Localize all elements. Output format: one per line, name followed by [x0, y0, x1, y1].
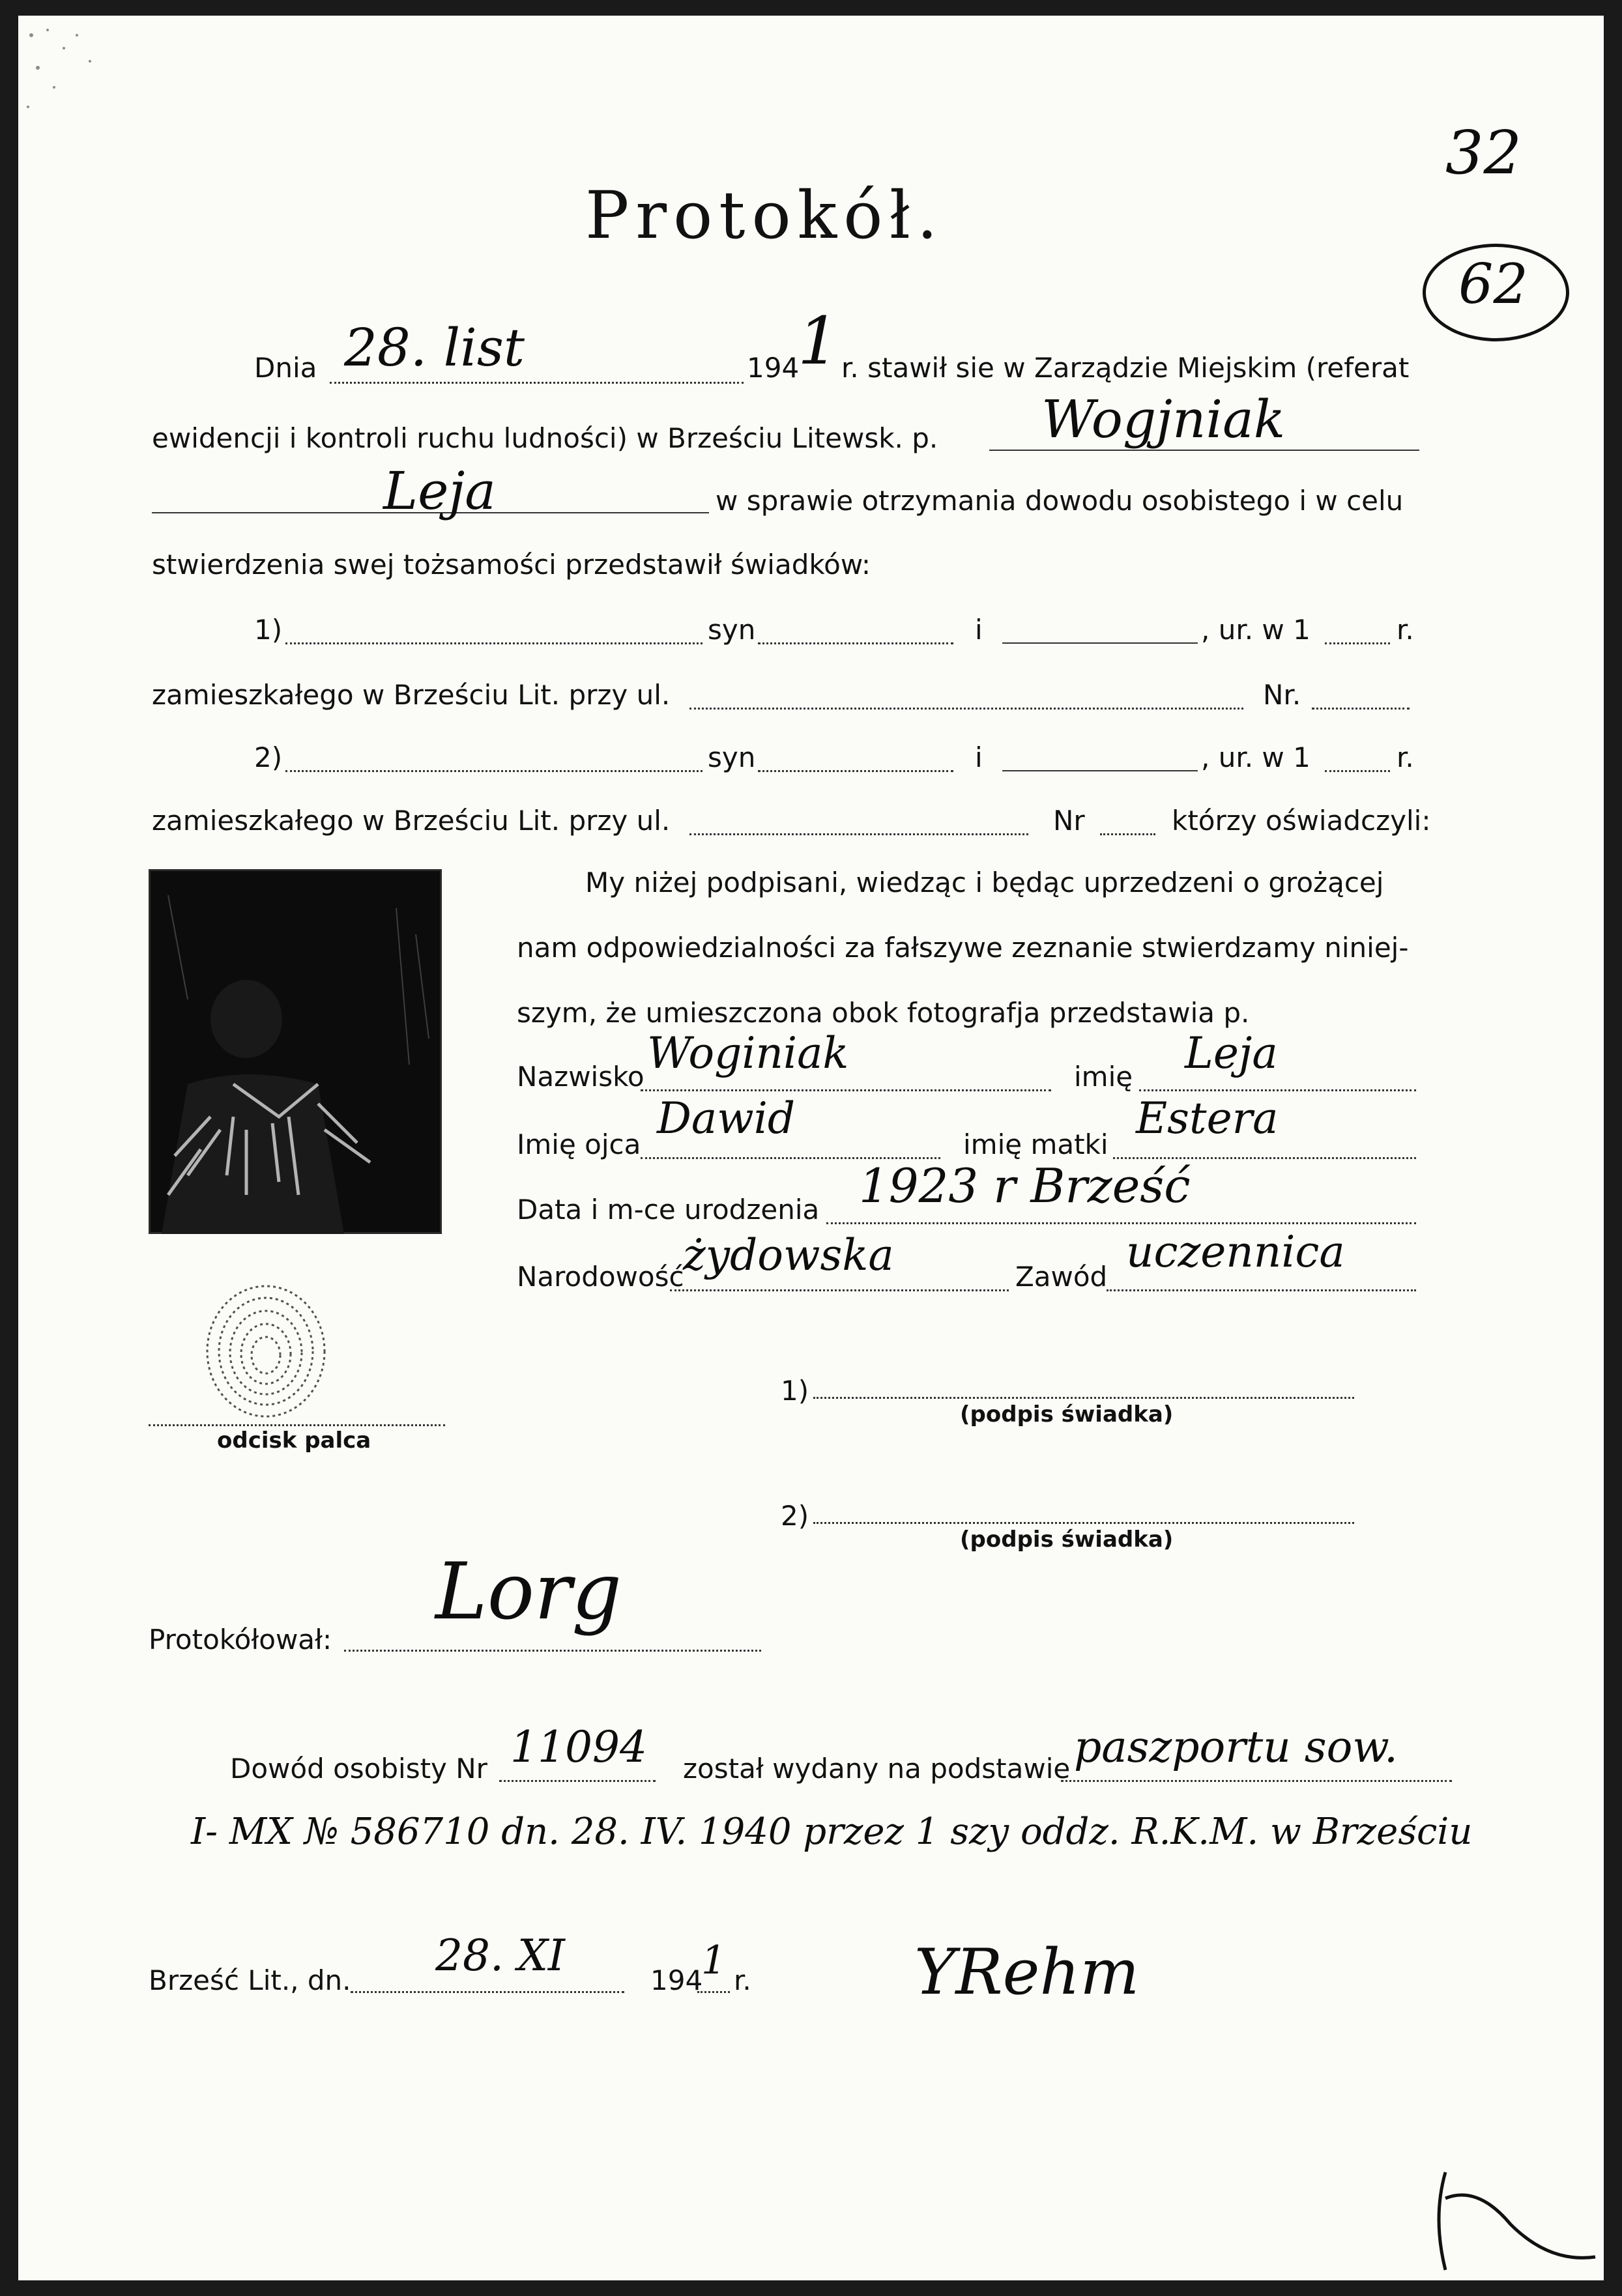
year-prefix: 194: [747, 352, 800, 384]
id-number-handwritten: 11094: [510, 1722, 647, 1772]
job-label: Zawód: [1015, 1261, 1108, 1293]
nationality-line: [670, 1289, 1009, 1291]
official-signature: YRehm: [914, 1936, 1140, 2009]
job-handwritten: uczennica: [1126, 1227, 1345, 1277]
date-line: [330, 382, 744, 384]
witness1-street-line: [689, 708, 1243, 710]
nationality-label: Narodowość: [517, 1261, 684, 1293]
circled-page-number-text: 62: [1458, 252, 1528, 316]
signature2-number: 2): [781, 1500, 809, 1532]
witness2-born: , ur. w 1: [1201, 741, 1311, 773]
witness2-tail: którzy oświadczyli:: [1172, 805, 1431, 837]
closing-year-handwritten: 1: [701, 1938, 727, 1983]
matki-handwritten: Estera: [1136, 1093, 1279, 1143]
job-line: [1107, 1289, 1416, 1291]
birth-label: Data i m-ce urodzenia: [517, 1194, 820, 1226]
signature2-caption: (podpis świadka): [960, 1527, 1174, 1553]
date-handwritten: 28. list: [344, 317, 525, 378]
corner-scan-noise: [18, 16, 123, 126]
ojca-label: Imię ojca: [517, 1128, 641, 1160]
witness1-i: i: [975, 614, 983, 646]
ojca-handwritten: Dawid: [657, 1093, 796, 1143]
corner-handwritten-mark: [1419, 2159, 1602, 2280]
id-basis-line: [1061, 1780, 1452, 1782]
closing-date-handwritten: 28. XI: [435, 1930, 565, 1981]
witness1-born: , ur. w 1: [1201, 614, 1311, 646]
nazwisko-line: [641, 1089, 1051, 1091]
witness2-year-line: [1325, 770, 1390, 772]
signature1-caption: (podpis świadka): [960, 1401, 1174, 1428]
nazwisko-handwritten: Woginiak: [647, 1028, 849, 1078]
closing-date-line: [351, 1991, 624, 1993]
surname-handwritten: Wogjniak: [1041, 389, 1286, 450]
line1-rest: r. stawił sie w Zarządzie Miejskim (referat: [841, 352, 1410, 384]
witness2-syn: syn: [708, 741, 756, 773]
birth-handwritten: 1923 r Brześć: [859, 1158, 1191, 1213]
witness2-i: i: [975, 741, 983, 773]
matki-label: imię matki: [963, 1128, 1108, 1160]
closing-year-line: [697, 1991, 730, 1993]
imie-handwritten: Leja: [1185, 1028, 1278, 1078]
nationality-handwritten: żydowska: [683, 1230, 894, 1280]
id-label-mid: został wydany na podstawie: [683, 1753, 1071, 1785]
page-title: Protokół.: [585, 177, 944, 253]
firstname-handwritten: Leja: [383, 461, 496, 521]
witness1-number: 1): [254, 614, 283, 646]
signature2-line: [813, 1522, 1354, 1524]
fingerprint: [194, 1273, 338, 1423]
id-basis-handwritten: paszportu sow.: [1074, 1722, 1398, 1772]
imie-line: [1139, 1089, 1416, 1091]
signature1-line: [813, 1397, 1354, 1399]
closing-place: Brześć Lit., dn.: [149, 1964, 351, 1996]
portrait-photo: [149, 869, 442, 1234]
witness2-nr-line: [1100, 833, 1155, 835]
statement-line1: My niżej podpisani, wiedząc i będąc uprzedzeni o grożącej: [585, 867, 1384, 898]
dnia-label: Dnia: [254, 352, 317, 384]
witness1-year-line: [1325, 642, 1390, 644]
witness1-name-line: [285, 642, 702, 644]
witness2-number: 2): [254, 741, 283, 773]
id-number-line: [499, 1780, 656, 1782]
witness2-father-line: [758, 770, 953, 772]
witness1-address-label: zamieszkałego w Brześciu Lit. przy ul.: [152, 679, 671, 711]
fingerprint-line: [149, 1424, 445, 1426]
witness2-r: r.: [1397, 741, 1414, 773]
id-basis-line2-handwritten: I- MX № 586710 dn. 28. IV. 1940 przez 1 szy oddz. R.K.M. w Brześciu: [191, 1811, 1473, 1853]
protokolowal-signature: Lorg: [435, 1547, 622, 1637]
fingerprint-caption: odcisk palca: [217, 1428, 371, 1454]
surname-line: [989, 450, 1419, 451]
protokolowal-label: Protokółował:: [149, 1624, 332, 1656]
closing-r: r.: [734, 1964, 751, 1996]
birth-line: [826, 1222, 1416, 1224]
signature1-number: 1): [781, 1375, 809, 1407]
closing-year-prefix: 194: [650, 1964, 703, 1996]
protokolowal-line: [344, 1650, 761, 1652]
line2-text: ewidencji i kontroli ruchu ludności) w Brześciu Litewsk. p.: [152, 422, 938, 454]
id-label-start: Dowód osobisty Nr: [230, 1753, 487, 1785]
witness1-mother-line: [1002, 642, 1198, 644]
line3-text: w sprawie otrzymania dowodu osobistego i w celu: [716, 485, 1404, 517]
witness1-nr-line: [1312, 708, 1410, 710]
statement-line2: nam odpowiedzialności za fałszywe zeznanie stwierdzamy niniej-: [517, 932, 1409, 964]
witness1-father-line: [758, 642, 953, 644]
witness2-nr: Nr: [1053, 805, 1085, 837]
line4-text: stwierdzenia swej tożsamości przedstawił świadków:: [152, 549, 871, 581]
witness1-r: r.: [1397, 614, 1414, 646]
witness2-address-label: zamieszkałego w Brześciu Lit. przy ul.: [152, 805, 671, 837]
witness1-nr: Nr.: [1263, 679, 1301, 711]
witness1-syn: syn: [708, 614, 756, 646]
imie-label: imię: [1074, 1061, 1133, 1093]
year-handwritten: 1: [798, 303, 839, 379]
witness2-street-line: [689, 833, 1028, 835]
document-page: [18, 16, 1604, 2280]
witness2-name-line: [285, 770, 702, 772]
nazwisko-label: Nazwisko: [517, 1061, 644, 1093]
witness2-mother-line: [1002, 770, 1198, 771]
archive-page-number: 32: [1445, 118, 1522, 188]
statement-line3: szym, że umieszczona obok fotografja przedstawia p.: [517, 997, 1250, 1029]
